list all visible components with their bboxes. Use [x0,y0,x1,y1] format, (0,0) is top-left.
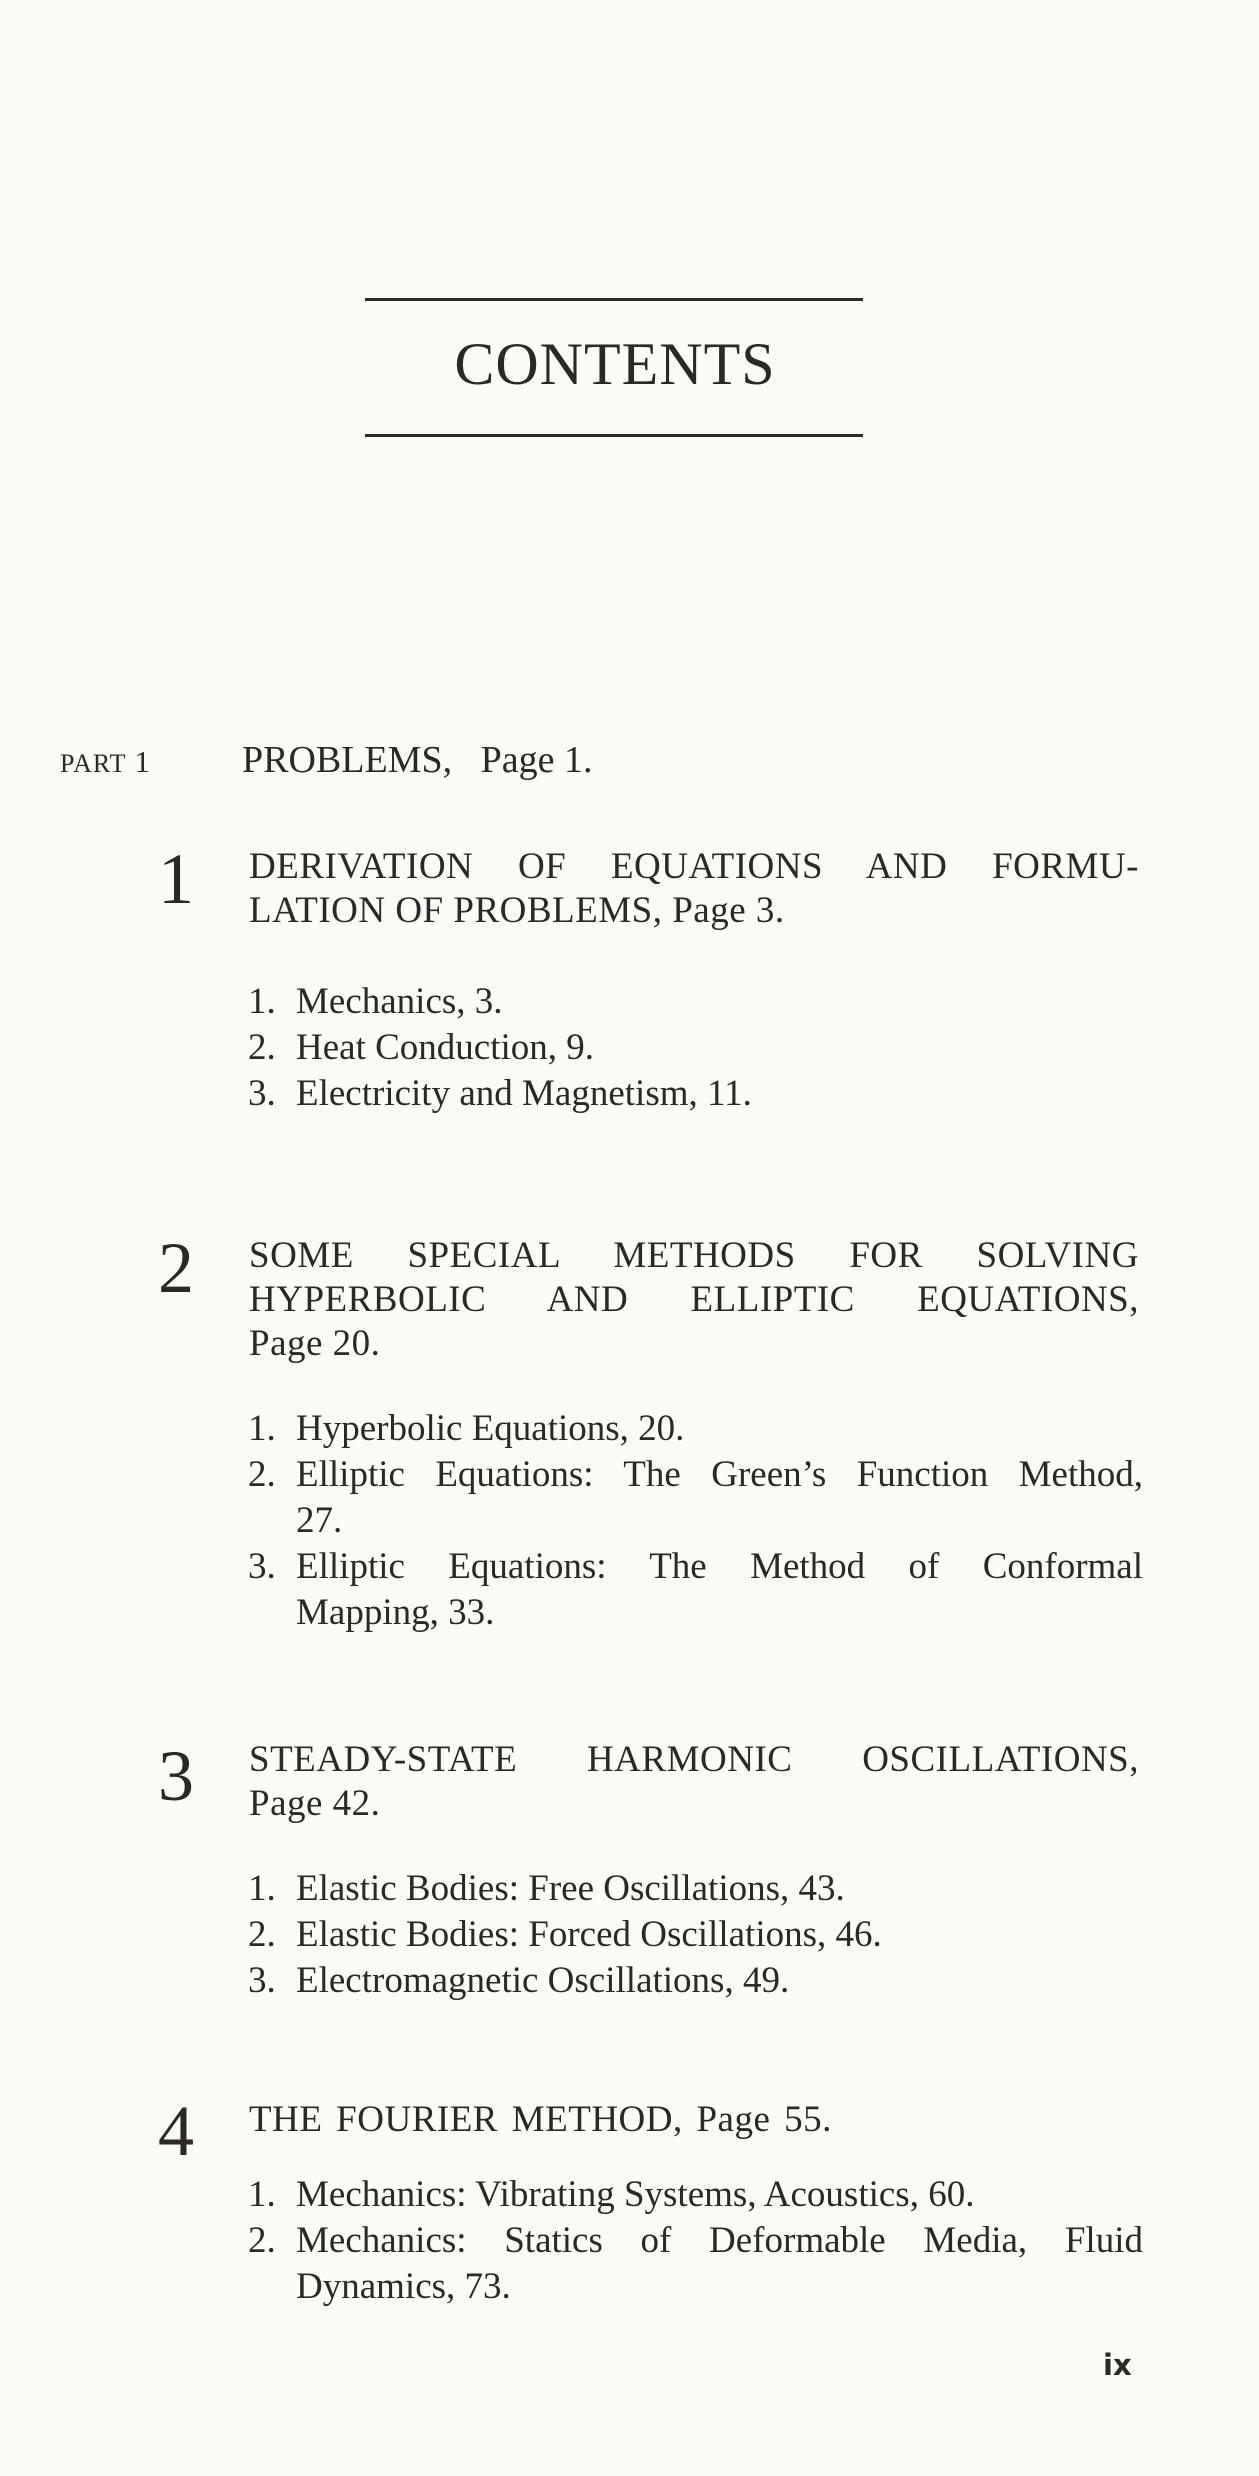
section-title: Mechanics: Vibrating Systems, Acoustics, 60. [296,2174,975,2215]
chapter-title-line: SOME SPECIAL METHODS FOR SOLVING [249,1235,1139,1276]
chapter-title[interactable] [249,1234,1139,1366]
section-item[interactable] [248,1958,1143,2004]
section-list [248,1866,1143,2004]
chapter-number: 4 [158,2091,194,2171]
section-item[interactable] [248,1071,1143,1117]
section-item[interactable] [248,1866,1143,1912]
section-number: 1. [248,1408,276,1449]
section-item[interactable] [248,2218,1143,2310]
section-item[interactable] [248,1025,1143,1071]
section-title: Mechanics: Statics of Deformable Media, Fluid [296,2220,1143,2261]
title-rule-top [365,298,863,301]
part-label-text: PART [60,749,127,778]
section-title: Elliptic Equations: The Method of Conformal [296,1546,1143,1587]
section-title-continued: Dynamics, 73. [296,2266,511,2307]
section-number: 1. [248,1868,276,1909]
section-item[interactable] [248,1406,1143,1452]
part-label [60,744,242,780]
section-title: Elastic Bodies: Free Oscillations, 43. [296,1868,845,1909]
section-title: Electricity and Magnetism, 11. [296,1073,752,1114]
section-list [248,1406,1143,1636]
page-title: CONTENTS [454,331,776,397]
part-number: 1 [134,744,152,779]
section-number: 3. [248,1546,276,1587]
section-number: 2. [248,1454,276,1495]
section-title-continued: 27. [296,1500,343,1541]
chapter-title-line: Page 20. [249,1323,381,1364]
section-number: 2. [248,1914,276,1955]
section-item[interactable] [248,1544,1143,1636]
part-title: PROBLEMS, [242,739,453,781]
section-number: 3. [248,1960,276,2001]
section-title: Elastic Bodies: Forced Oscillations, 46. [296,1914,882,1955]
section-number: 1. [248,981,276,1022]
section-title: Hyperbolic Equations, 20. [296,1408,685,1449]
section-title: Heat Conduction, 9. [296,1027,595,1068]
section-list [248,979,1143,1117]
section-number: 3. [248,1073,276,1114]
part-page: Page 1. [480,739,593,781]
section-title-continued: Mapping, 33. [296,1592,495,1633]
section-item[interactable] [248,1912,1143,1958]
chapter-title[interactable] [249,845,1139,933]
section-list [248,2172,1143,2310]
title-rule-bottom [365,434,863,437]
section-title: Electromagnetic Oscillations, 49. [296,1960,790,2001]
section-item[interactable] [248,979,1143,1025]
section-number: 2. [248,1027,276,1068]
part-heading[interactable] [60,738,593,782]
chapter-number: 1 [158,839,194,919]
chapter-title-line: STEADY-STATE HARMONIC OSCILLATIONS, [249,1739,1139,1780]
chapter-number: 2 [158,1228,194,1308]
chapter-title-line: DERIVATION OF EQUATIONS AND FORMU- [249,846,1139,887]
section-title: Mechanics, 3. [296,981,503,1022]
section-title: Elliptic Equations: The Green’s Function Method, [296,1454,1143,1495]
section-number: 2. [248,2220,276,2261]
chapter-title[interactable] [249,2098,1139,2142]
chapter-title-line: LATION OF PROBLEMS, Page 3. [249,890,785,931]
chapter-title-line: Page 42. [249,1783,381,1824]
chapter-title-line: HYPERBOLIC AND ELLIPTIC EQUATIONS, [249,1279,1139,1320]
section-item[interactable] [248,1452,1143,1544]
section-number: 1. [248,2174,276,2215]
chapter-number: 3 [158,1736,194,1816]
chapter-title[interactable] [249,1738,1139,1826]
page-number: ix [1103,2348,1132,2382]
chapter-title-line: THE FOURIER METHOD, Page 55. [249,2099,832,2140]
section-item[interactable] [248,2172,1143,2218]
